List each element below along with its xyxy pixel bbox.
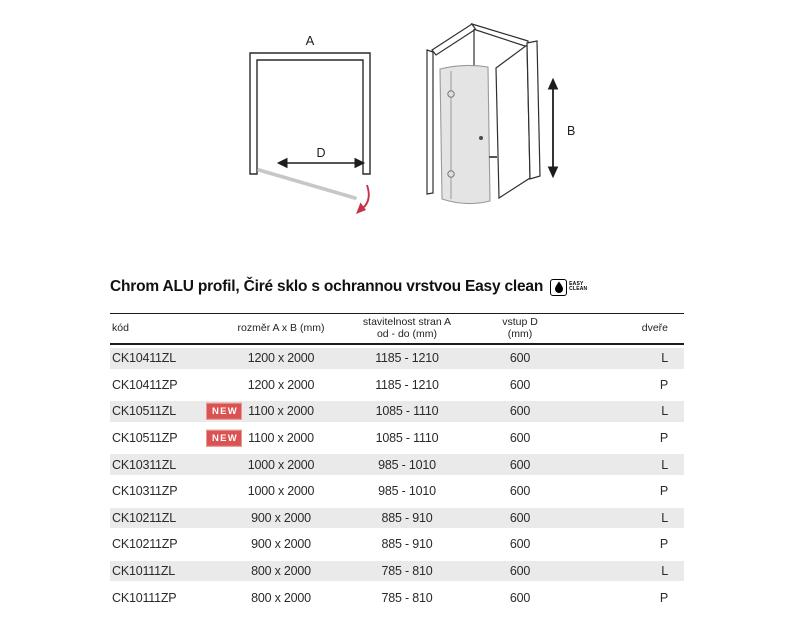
entry-cell: 600 xyxy=(509,590,531,605)
col-header-vstup xyxy=(474,317,566,340)
product-code: CK10311ZL xyxy=(112,457,176,472)
entry-cell: 600 xyxy=(509,510,531,525)
product-code-text: CK10511ZP xyxy=(112,431,178,446)
table-row xyxy=(110,558,684,585)
adjustability-cell: 985 - 1010 xyxy=(378,457,436,472)
size-cell: 1000 x 2000 xyxy=(247,484,315,499)
new-badge: NEW xyxy=(206,430,242,447)
product-code: CK10311ZP xyxy=(112,484,178,499)
col-header-rozmer: rozměr A x B (mm) xyxy=(237,321,325,334)
adjustability-cell: 785 - 810 xyxy=(381,590,433,605)
new-badge: NEW xyxy=(206,403,242,420)
table-row xyxy=(110,478,684,505)
door-side-cell: P xyxy=(659,431,668,446)
col-header-vstup-line2: (mm) xyxy=(507,327,533,340)
entry-cell: 600 xyxy=(509,564,531,579)
entry-cell: 600 xyxy=(509,537,531,552)
product-code: CK10411ZL xyxy=(112,351,176,366)
size-cell: 1100 x 2000 xyxy=(248,404,314,419)
adjustability-cell: 1085 - 1110 xyxy=(375,431,439,446)
adjustability-cell: 985 - 1010 xyxy=(378,484,436,499)
water-drop-icon xyxy=(550,279,567,296)
table-row xyxy=(110,505,684,532)
door-side-cell: L xyxy=(661,351,668,366)
easy-clean-label xyxy=(569,282,587,293)
easy-clean-line2: CLEAN xyxy=(569,286,588,292)
door-side-cell: L xyxy=(661,457,668,472)
adjustability-cell: 885 - 910 xyxy=(381,537,433,552)
dimension-b-arrow xyxy=(549,79,558,177)
product-code: CK10211ZL xyxy=(112,510,176,525)
product-code xyxy=(110,404,239,419)
entry-cell: 600 xyxy=(509,351,531,366)
table-row xyxy=(110,345,684,372)
size-cell: 1200 x 2000 xyxy=(247,351,315,366)
door-swing-line xyxy=(259,170,355,198)
table-row xyxy=(110,451,684,478)
col-header-stavitelnost xyxy=(340,317,474,340)
frame-top-view-shape xyxy=(250,53,370,174)
door-side-cell: L xyxy=(661,404,668,419)
size-cell: 800 x 2000 xyxy=(251,564,311,579)
spec-table xyxy=(110,313,684,611)
col-header-stavitelnost-line1: stavitelnost stran A xyxy=(362,316,452,328)
easy-clean-line1: EASY xyxy=(569,280,584,287)
adjustability-cell: 885 - 910 xyxy=(381,510,433,525)
table-row xyxy=(110,584,684,611)
size-cell: 800 x 2000 xyxy=(251,590,311,605)
adjustability-cell: 785 - 810 xyxy=(381,564,433,579)
product-code: CK10411ZP xyxy=(112,377,178,392)
size-cell: 900 x 2000 xyxy=(251,537,311,552)
dimension-d-label: D xyxy=(316,146,326,160)
size-cell: 1000 x 2000 xyxy=(247,457,315,472)
door-handle-icon xyxy=(479,136,483,140)
front-view-diagram xyxy=(245,28,405,223)
product-code: CK10111ZP xyxy=(112,590,177,605)
col-header-stavitelnost-line2: od - do (mm) xyxy=(376,327,438,340)
entry-cell: 600 xyxy=(509,377,531,392)
adjustability-cell: 1185 - 1210 xyxy=(375,351,439,366)
col-header-vstup-line1: vstup D xyxy=(502,316,538,328)
product-code xyxy=(110,431,239,446)
door-side-cell: P xyxy=(659,590,668,605)
perspective-view-diagram xyxy=(420,18,600,218)
size-cell: 900 x 2000 xyxy=(251,510,311,525)
size-cell: 1100 x 2000 xyxy=(248,431,314,446)
hinge-icon xyxy=(448,91,454,97)
dimension-a-label: A xyxy=(305,33,315,48)
table-row xyxy=(110,531,684,558)
table-row xyxy=(110,372,684,399)
col-header-dvere: dveře xyxy=(641,321,668,334)
product-code: CK10211ZP xyxy=(112,537,178,552)
easy-clean-badge xyxy=(550,279,587,296)
glass-door-shape xyxy=(440,65,497,203)
table-row xyxy=(110,398,684,425)
dimension-b-label: B xyxy=(567,124,576,138)
product-code-text: CK10511ZL xyxy=(112,404,176,419)
col-header-kod: kód xyxy=(112,321,129,334)
table-row xyxy=(110,425,684,452)
door-side-cell: L xyxy=(661,564,668,579)
hinge-icon xyxy=(448,171,454,177)
door-side-cell: P xyxy=(659,377,668,392)
door-side-cell: P xyxy=(659,537,668,552)
adjustability-cell: 1085 - 1110 xyxy=(375,404,439,419)
entry-cell: 600 xyxy=(509,457,531,472)
size-cell: 1200 x 2000 xyxy=(247,377,315,392)
door-side-cell: L xyxy=(661,510,668,525)
section-title-row xyxy=(110,278,587,296)
swing-direction-arrow-icon xyxy=(356,185,369,214)
adjustability-cell: 1185 - 1210 xyxy=(375,377,439,392)
entry-cell: 600 xyxy=(509,431,531,446)
entry-cell: 600 xyxy=(509,404,531,419)
entry-cell: 600 xyxy=(509,484,531,499)
page-title: Chrom ALU profil, Čiré sklo s ochrannou vrstvou Easy clean xyxy=(110,278,544,295)
door-side-cell: P xyxy=(659,484,668,499)
table-header-row xyxy=(110,313,684,345)
product-code: CK10111ZL xyxy=(112,564,176,579)
